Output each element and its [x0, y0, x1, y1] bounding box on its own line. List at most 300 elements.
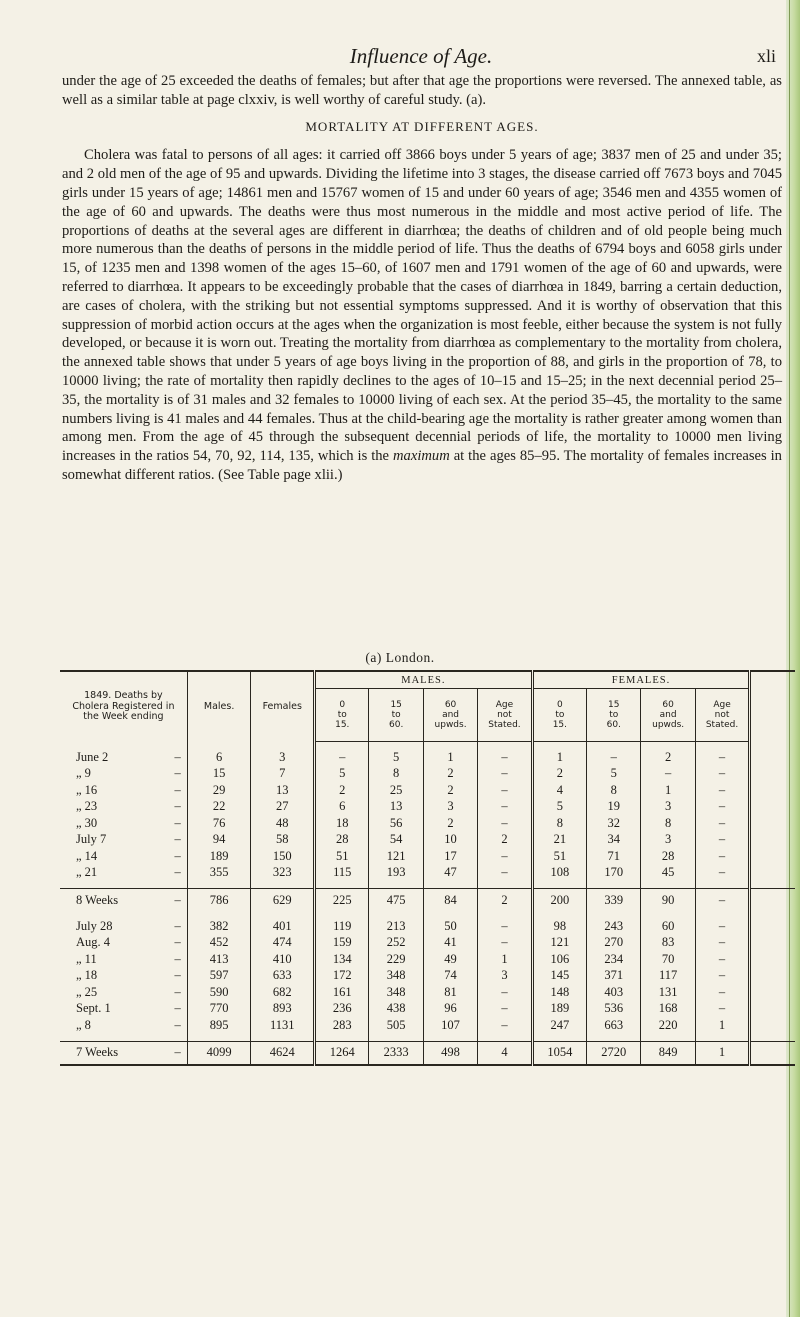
value-cell: – — [695, 815, 749, 832]
value-cell: 29 — [187, 782, 251, 799]
blank-cell — [750, 815, 795, 832]
value-cell: 117 — [641, 968, 695, 985]
value-cell: – — [695, 984, 749, 1001]
value-cell: 323 — [251, 865, 315, 882]
header-males: Males. — [187, 671, 251, 742]
value-cell: 172 — [315, 968, 369, 985]
value-cell: 21 — [532, 832, 586, 849]
leader-dash: – — [174, 848, 181, 863]
value-cell: 3 — [641, 832, 695, 849]
week-ending-cell — [60, 832, 187, 849]
week-ending-label: „ 14 — [76, 848, 98, 863]
value-cell: 32 — [587, 815, 641, 832]
blank-cell — [750, 918, 795, 935]
value-cell: 1 — [641, 782, 695, 799]
value-cell: – — [478, 1001, 532, 1018]
table-row — [60, 1001, 795, 1018]
value-cell: 213 — [369, 918, 423, 935]
value-cell: 3 — [641, 799, 695, 816]
table-row — [60, 766, 795, 783]
leader-dash: – — [174, 951, 181, 966]
week-ending-label: July 28 — [76, 918, 113, 933]
total-row — [60, 889, 795, 912]
week-ending-cell — [60, 1041, 187, 1065]
value-cell: 54 — [369, 832, 423, 849]
value-cell: 189 — [187, 848, 251, 865]
header-females: Females — [251, 671, 315, 742]
value-cell: 452 — [187, 935, 251, 952]
value-cell: 159 — [315, 935, 369, 952]
blank-cell — [750, 889, 795, 912]
week-ending-cell — [60, 935, 187, 952]
table-row — [60, 951, 795, 968]
value-cell: 4 — [478, 1041, 532, 1065]
leader-dash: – — [174, 892, 181, 907]
value-cell: 60 — [641, 918, 695, 935]
header-females-0-15 — [532, 689, 586, 742]
value-cell: 2 — [423, 766, 477, 783]
value-cell: 498 — [423, 1041, 477, 1065]
value-cell: 413 — [187, 951, 251, 968]
value-cell: 17 — [423, 848, 477, 865]
value-cell: 76 — [187, 815, 251, 832]
blank-cell — [750, 1001, 795, 1018]
table-row — [60, 832, 795, 849]
leader-dash: – — [174, 1045, 181, 1059]
value-cell: 121 — [369, 848, 423, 865]
value-cell: 107 — [423, 1017, 477, 1034]
header-line: 0 — [557, 700, 563, 710]
header-line: Age — [713, 700, 731, 710]
value-cell: 131 — [641, 984, 695, 1001]
week-ending-label: „ 9 — [76, 766, 91, 781]
table-row — [60, 935, 795, 952]
value-cell: 45 — [641, 865, 695, 882]
value-cell: – — [695, 766, 749, 783]
week-ending-cell — [60, 951, 187, 968]
header-line: 15. — [335, 720, 350, 730]
header-line: 15 — [390, 700, 402, 710]
value-cell: 7 — [251, 766, 315, 783]
header-line: not — [714, 710, 730, 720]
value-cell: 6 — [315, 799, 369, 816]
value-cell: 121 — [532, 935, 586, 952]
value-cell: 475 — [369, 889, 423, 912]
value-cell: 48 — [251, 815, 315, 832]
value-cell: 401 — [251, 918, 315, 935]
value-cell: 8 — [641, 815, 695, 832]
value-cell: 225 — [315, 889, 369, 912]
value-cell: 629 — [251, 889, 315, 912]
value-cell: 5 — [369, 749, 423, 766]
week-ending-cell — [60, 848, 187, 865]
value-cell: 18 — [315, 815, 369, 832]
value-cell: – — [695, 918, 749, 935]
table-row — [60, 918, 795, 935]
value-cell: – — [695, 832, 749, 849]
value-cell: 119 — [315, 918, 369, 935]
value-cell: 2 — [641, 749, 695, 766]
value-cell: 339 — [587, 889, 641, 912]
value-cell: – — [478, 799, 532, 816]
header-line: Stated. — [705, 720, 739, 730]
value-cell: 96 — [423, 1001, 477, 1018]
value-cell: 270 — [587, 935, 641, 952]
value-cell: – — [478, 935, 532, 952]
table-caption: (a) London. — [365, 650, 435, 665]
header-line: upwds. — [652, 720, 685, 730]
value-cell: 348 — [369, 984, 423, 1001]
blank-cell — [750, 968, 795, 985]
week-ending-cell — [60, 984, 187, 1001]
week-ending-label: 7 Weeks — [76, 1045, 119, 1059]
value-cell: – — [478, 918, 532, 935]
value-cell: 168 — [641, 1001, 695, 1018]
value-cell: 161 — [315, 984, 369, 1001]
week-ending-cell — [60, 766, 187, 783]
header-line: to — [337, 710, 347, 720]
value-cell: – — [478, 766, 532, 783]
blank-cell — [750, 1017, 795, 1034]
value-cell: – — [478, 848, 532, 865]
week-ending-label: „ 30 — [76, 815, 98, 830]
leader-dash: – — [174, 832, 181, 847]
value-cell: 236 — [315, 1001, 369, 1018]
header-line: upwds. — [434, 720, 467, 730]
value-cell: 3 — [478, 968, 532, 985]
intro-paragraph: under the age of 25 exceeded the deaths of females; but after that age the proportions were reversed. The annexed table, as well as a similar table at page clxxiv, is well worthy of careful study. (a). — [62, 73, 782, 108]
value-cell: 247 — [532, 1017, 586, 1034]
value-cell: 56 — [369, 815, 423, 832]
leader-dash: – — [174, 984, 181, 999]
value-cell: – — [695, 968, 749, 985]
header-males-0-15 — [315, 689, 369, 742]
value-cell: 893 — [251, 1001, 315, 1018]
value-cell: 115 — [315, 865, 369, 882]
value-cell: – — [641, 766, 695, 783]
value-cell: 41 — [423, 935, 477, 952]
week-ending-cell — [60, 865, 187, 882]
value-cell: – — [695, 935, 749, 952]
value-cell: 2 — [478, 832, 532, 849]
table-row — [60, 865, 795, 882]
table-row — [60, 799, 795, 816]
leader-dash: – — [174, 766, 181, 781]
data-table — [60, 670, 795, 1066]
value-cell: – — [695, 799, 749, 816]
main-paragraph-tail: at the ages 85–95. The mortality of females increases in somewhat different ratios. (See Table page xlii.) — [62, 448, 782, 483]
header-line: 0 — [339, 700, 346, 710]
value-cell: 148 — [532, 984, 586, 1001]
value-cell: – — [695, 848, 749, 865]
week-ending-cell — [60, 968, 187, 985]
value-cell: 1 — [532, 749, 586, 766]
value-cell: 403 — [587, 984, 641, 1001]
value-cell: 6 — [187, 749, 251, 766]
value-cell: 15 — [187, 766, 251, 783]
value-cell: – — [478, 815, 532, 832]
blank-cell — [750, 766, 795, 783]
value-cell: 27 — [251, 799, 315, 816]
running-header — [60, 44, 782, 74]
leader-dash: – — [174, 749, 181, 764]
value-cell: – — [695, 749, 749, 766]
value-cell: 1 — [423, 749, 477, 766]
value-cell: 150 — [251, 848, 315, 865]
value-cell: 438 — [369, 1001, 423, 1018]
value-cell: 1 — [695, 1017, 749, 1034]
leader-dash: – — [174, 918, 181, 933]
value-cell: 200 — [532, 889, 586, 912]
leader-dash: – — [174, 865, 181, 880]
value-cell: 13 — [369, 799, 423, 816]
value-cell: 348 — [369, 968, 423, 985]
leader-dash: – — [174, 968, 181, 983]
total-row — [60, 1041, 795, 1065]
value-cell: 13 — [251, 782, 315, 799]
value-cell: – — [587, 749, 641, 766]
header-males-age-not-stated — [478, 689, 532, 742]
value-cell: 243 — [587, 918, 641, 935]
table-row — [60, 782, 795, 799]
value-cell: 633 — [251, 968, 315, 985]
table-row — [60, 1017, 795, 1034]
main-paragraph — [62, 146, 782, 484]
leader-dash: – — [174, 799, 181, 814]
value-cell: 1054 — [532, 1041, 586, 1065]
value-cell: 8 — [587, 782, 641, 799]
value-cell: 2 — [315, 782, 369, 799]
body-text — [62, 72, 782, 485]
blank-cell — [750, 1041, 795, 1065]
value-cell: 28 — [315, 832, 369, 849]
value-cell: 2 — [423, 815, 477, 832]
table-row — [60, 984, 795, 1001]
value-cell: 663 — [587, 1017, 641, 1034]
value-cell: 1264 — [315, 1041, 369, 1065]
header-line: and — [659, 710, 677, 720]
value-cell: 1 — [478, 951, 532, 968]
header-females-60-upwards — [641, 689, 695, 742]
table-row — [60, 749, 795, 766]
header-line: to — [391, 710, 401, 720]
week-ending-cell — [60, 782, 187, 799]
value-cell: 4099 — [187, 1041, 251, 1065]
value-cell: 410 — [251, 951, 315, 968]
value-cell: 536 — [587, 1001, 641, 1018]
week-ending-label: Aug. 4 — [76, 935, 111, 950]
week-ending-label: „ 21 — [76, 865, 98, 880]
value-cell: 597 — [187, 968, 251, 985]
value-cell: 189 — [532, 1001, 586, 1018]
value-cell: 371 — [587, 968, 641, 985]
value-cell: 234 — [587, 951, 641, 968]
week-ending-label: „ 11 — [76, 951, 97, 966]
value-cell: 71 — [587, 848, 641, 865]
value-cell: 1 — [695, 1041, 749, 1065]
value-cell: 94 — [187, 832, 251, 849]
value-cell: 22 — [187, 799, 251, 816]
value-cell: 229 — [369, 951, 423, 968]
week-ending-label: June 2 — [76, 749, 109, 764]
value-cell: 25 — [369, 782, 423, 799]
week-ending-label: „ 18 — [76, 968, 98, 983]
value-cell: – — [695, 1001, 749, 1018]
value-cell: 98 — [532, 918, 586, 935]
week-ending-cell — [60, 815, 187, 832]
value-cell: – — [478, 865, 532, 882]
header-group-males: MALES. — [315, 671, 533, 689]
header-line: 60 — [662, 700, 674, 710]
cholera-table — [60, 670, 795, 1059]
value-cell: 4 — [532, 782, 586, 799]
value-cell: 3 — [423, 799, 477, 816]
header-line: Stated. — [488, 720, 521, 730]
header-line: to — [609, 710, 619, 720]
value-cell: 84 — [423, 889, 477, 912]
blank-cell — [750, 848, 795, 865]
value-cell: – — [695, 889, 749, 912]
value-cell: 49 — [423, 951, 477, 968]
week-ending-cell — [60, 799, 187, 816]
value-cell: 2333 — [369, 1041, 423, 1065]
value-cell: 5 — [315, 766, 369, 783]
header-males-15-60 — [369, 689, 423, 742]
leader-dash: – — [174, 935, 181, 950]
value-cell: 2 — [532, 766, 586, 783]
leader-dash: – — [174, 1001, 181, 1016]
table-row — [60, 968, 795, 985]
value-cell: 34 — [587, 832, 641, 849]
header-females-15-60 — [587, 689, 641, 742]
running-title: Influence of Age. — [349, 44, 493, 68]
value-cell: 19 — [587, 799, 641, 816]
week-ending-label: „ 8 — [76, 1017, 91, 1032]
table-row — [60, 815, 795, 832]
week-ending-label: „ 25 — [76, 984, 98, 999]
leader-dash: – — [174, 1017, 181, 1032]
value-cell: 8 — [532, 815, 586, 832]
value-cell: 849 — [641, 1041, 695, 1065]
section-heading: MORTALITY AT DIFFERENT AGES. — [305, 118, 539, 134]
value-cell: – — [478, 749, 532, 766]
header-group-females: FEMALES. — [532, 671, 750, 689]
header-females-age-not-stated — [695, 689, 749, 742]
value-cell: 590 — [187, 984, 251, 1001]
value-cell: – — [478, 1017, 532, 1034]
value-cell: 505 — [369, 1017, 423, 1034]
value-cell: 28 — [641, 848, 695, 865]
week-ending-cell — [60, 1017, 187, 1034]
header-line: to — [555, 710, 565, 720]
value-cell: – — [695, 782, 749, 799]
value-cell: – — [478, 984, 532, 1001]
value-cell: – — [478, 782, 532, 799]
value-cell: 220 — [641, 1017, 695, 1034]
leader-dash: – — [174, 782, 181, 797]
value-cell: 90 — [641, 889, 695, 912]
value-cell: 74 — [423, 968, 477, 985]
value-cell: 474 — [251, 935, 315, 952]
value-cell: 252 — [369, 935, 423, 952]
value-cell: 70 — [641, 951, 695, 968]
value-cell: 106 — [532, 951, 586, 968]
value-cell: – — [695, 865, 749, 882]
week-ending-label: „ 23 — [76, 799, 98, 814]
blank-cell — [750, 865, 795, 882]
value-cell: 2 — [478, 889, 532, 912]
week-ending-cell — [60, 1001, 187, 1018]
header-line: not — [497, 710, 512, 720]
week-ending-label: 8 Weeks — [76, 892, 119, 907]
week-ending-cell — [60, 749, 187, 766]
value-cell: 770 — [187, 1001, 251, 1018]
value-cell: – — [695, 951, 749, 968]
header-line: and — [442, 710, 460, 720]
week-ending-label: „ 16 — [76, 782, 98, 797]
emphasis-maximum: maximum — [393, 448, 450, 465]
header-line: 15. — [552, 720, 568, 730]
blank-cell — [750, 832, 795, 849]
value-cell: 4624 — [251, 1041, 315, 1065]
value-cell: 382 — [187, 918, 251, 935]
value-cell: 193 — [369, 865, 423, 882]
value-cell: 2720 — [587, 1041, 641, 1065]
value-cell: 51 — [315, 848, 369, 865]
value-cell: 47 — [423, 865, 477, 882]
value-cell: 81 — [423, 984, 477, 1001]
header-males-60-upwards — [423, 689, 477, 742]
week-ending-label: July 7 — [76, 832, 107, 847]
value-cell: 2 — [423, 782, 477, 799]
header-line: 15 — [608, 700, 620, 710]
blank-cell — [750, 935, 795, 952]
header-week-ending: 1849. Deaths by Cholera Registered in the Week ending — [60, 671, 187, 742]
week-ending-cell — [60, 889, 187, 912]
value-cell: 355 — [187, 865, 251, 882]
value-cell: 108 — [532, 865, 586, 882]
page-number: xli — [756, 46, 776, 66]
blank-cell — [750, 951, 795, 968]
value-cell: 895 — [187, 1017, 251, 1034]
week-ending-cell — [60, 918, 187, 935]
value-cell: 8 — [369, 766, 423, 783]
value-cell: 51 — [532, 848, 586, 865]
value-cell: 5 — [587, 766, 641, 783]
header-line: 60. — [389, 720, 404, 730]
blank-cell — [750, 749, 795, 766]
week-ending-label: Sept. 1 — [76, 1001, 111, 1016]
main-paragraph-text: Cholera was fatal to persons of all ages: it carried off 3866 boys under 5 years of age; 3837 men of 25 and under 35; and 2 old men of the age of 95 and upwards. Dividing the lifetime into 3 stages, the disease carried off 7673 boys and 7045 girls under 15 years of age; 14861 men and 15767 women of 15 and under 60 years of age; 3546 men and 4355 women of the age of 60 and upwards. The deaths were thus most numerous in the middle and most active period of life. The proportions of deaths at the several ages are different in diarrhœa; the deaths of children and of old people being much more numerous than the deaths of persons in the middle period of life. Thus the deaths of 6794 boys and 6058 girls under 15, of 1235 men and 1398 women of the ages 15–60, of 1607 men and 1791 women of the age of 60 and upwards, were referred to diarrhœa. It appears to be exceedingly probable that the cases of diarrhœa in 1849, barring a certain deduction, are cases of cholera, with the striking but not essential symptoms suppressed. And it is worthy of observation that this suppression of morbid action occurs at the ages when the organization is most feeble, either because the system is not fully developed, or because it is worn out. Treating the mortality from diarrhœa as complementary to the mortality from cholera, the annexed table shows that under 5 years of age boys living in the proportion of 88, and girls in the proportion of 78, to 10000 living; the rate of mortality then rapidly declines to the ages of 10–15 and 15–25; in the next decennial period 25–35, the mortality is of 31 males and 32 females to 10000 living of each sex. At the period 35–45, the mortality to the same numbers living is 41 males and 44 females. Thus at the child-bearing age the mortality is rather greater among women than among men. From the age of 45 through the subsequent decennial periods of life, the mortality to 10000 men living increases in the ratios 54, 70, 92, 114, 135, which is the — [62, 147, 782, 465]
blank-cell — [750, 782, 795, 799]
table-row — [60, 848, 795, 865]
value-cell: 786 — [187, 889, 251, 912]
value-cell: 170 — [587, 865, 641, 882]
value-cell: 83 — [641, 935, 695, 952]
header-line: 60. — [606, 720, 621, 730]
blank-cell — [750, 799, 795, 816]
value-cell: 50 — [423, 918, 477, 935]
value-cell: 1131 — [251, 1017, 315, 1034]
value-cell: – — [315, 749, 369, 766]
header-line: 60 — [444, 700, 457, 710]
value-cell: 10 — [423, 832, 477, 849]
value-cell: 682 — [251, 984, 315, 1001]
value-cell: 3 — [251, 749, 315, 766]
value-cell: 283 — [315, 1017, 369, 1034]
blank-cell — [750, 984, 795, 1001]
header-blank — [750, 671, 795, 742]
